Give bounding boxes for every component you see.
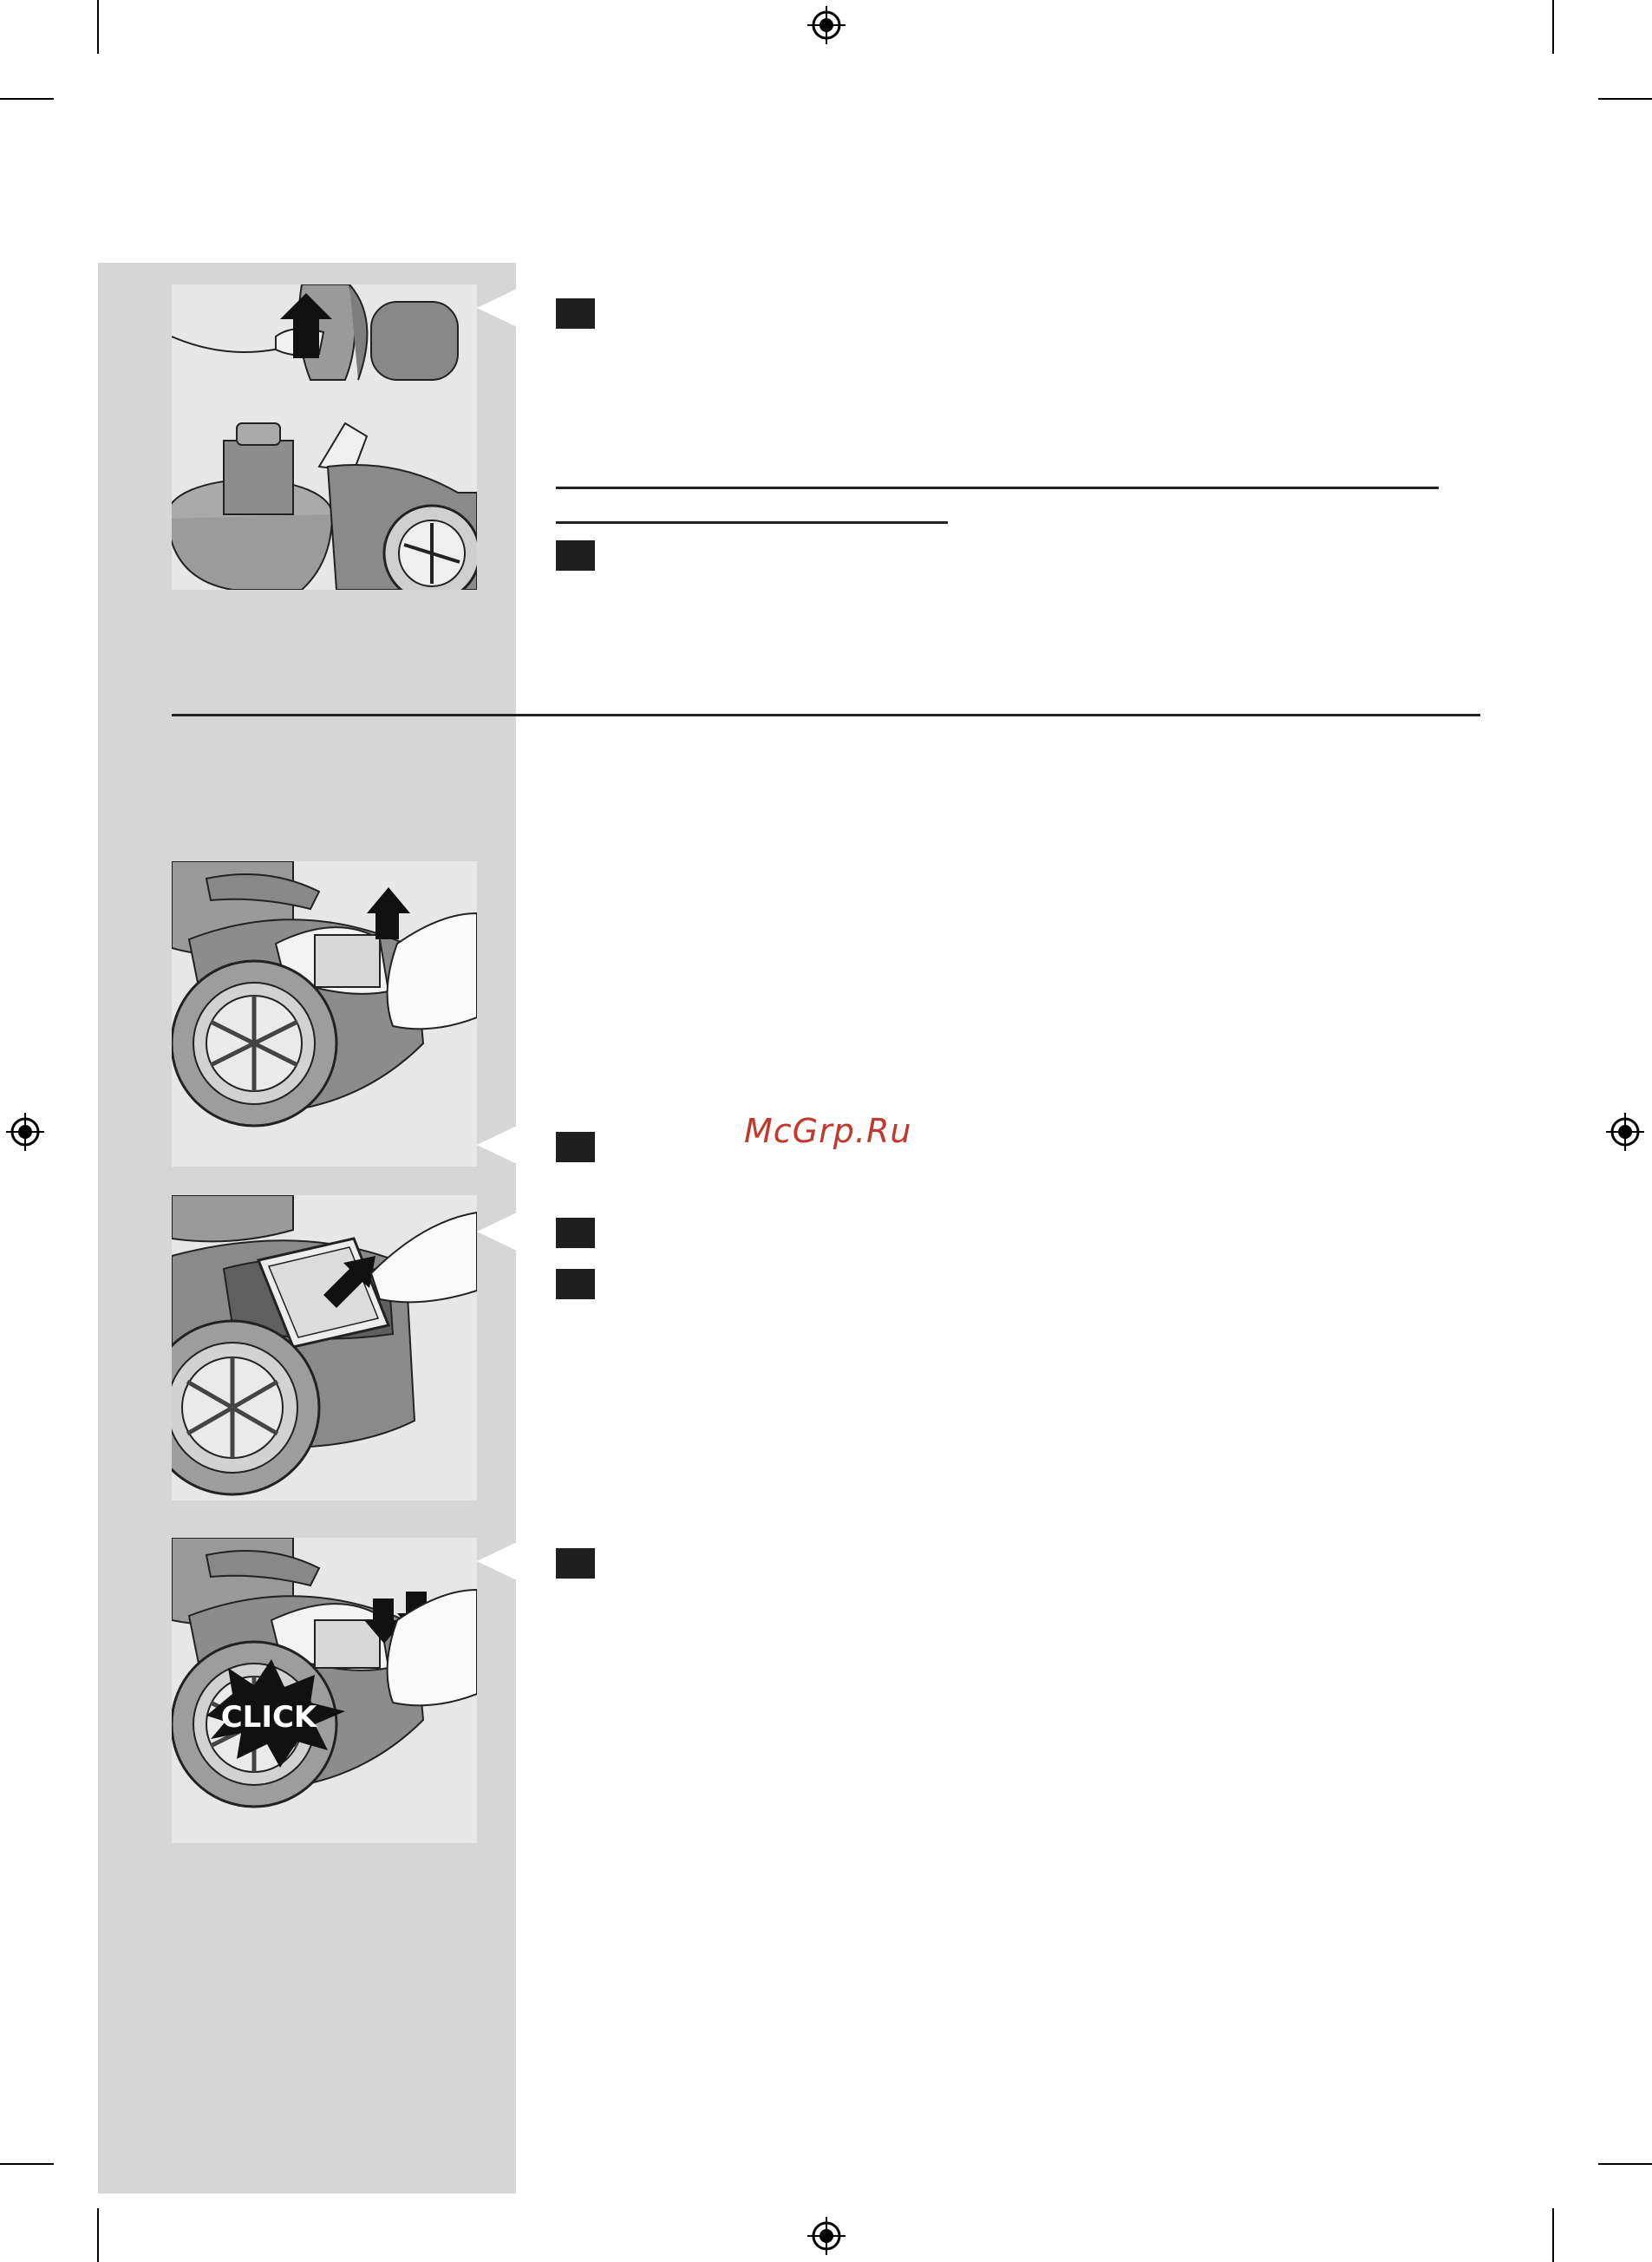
pointer-notch <box>477 1542 517 1580</box>
illustration-insert-filter <box>172 1195 477 1500</box>
crop-mark <box>0 98 54 100</box>
registration-mark-top <box>807 6 846 44</box>
watermark-text: McGrp.Ru <box>744 1112 912 1150</box>
crop-mark <box>1598 98 1652 100</box>
crop-mark <box>1552 0 1554 54</box>
step-number-box <box>556 1269 595 1299</box>
note-rule-top <box>556 487 1439 489</box>
crop-mark <box>1598 2163 1652 2165</box>
step-number-box <box>556 1218 595 1248</box>
step-number-box <box>556 298 595 329</box>
illustration-open-filter-grille <box>172 861 477 1167</box>
step-number-box <box>556 1132 595 1162</box>
illustration-close-grille-click <box>172 1538 477 1843</box>
crop-mark <box>1552 2208 1554 2262</box>
pointer-notch <box>477 289 517 327</box>
illustration-empty-dust-container <box>172 284 477 590</box>
pointer-notch <box>477 1126 517 1164</box>
crop-mark <box>97 2208 99 2262</box>
registration-mark-right <box>1606 1113 1644 1151</box>
note-rule-bottom <box>556 521 948 524</box>
registration-mark-left <box>6 1113 44 1151</box>
crop-mark <box>97 0 99 54</box>
step-number-box <box>556 1548 595 1579</box>
section-divider <box>172 714 1480 716</box>
click-label: CLICK <box>220 1700 317 1735</box>
pointer-notch <box>477 1213 517 1251</box>
crop-mark <box>0 2163 54 2165</box>
step-number-box <box>556 540 595 571</box>
registration-mark-bottom <box>807 2217 846 2255</box>
